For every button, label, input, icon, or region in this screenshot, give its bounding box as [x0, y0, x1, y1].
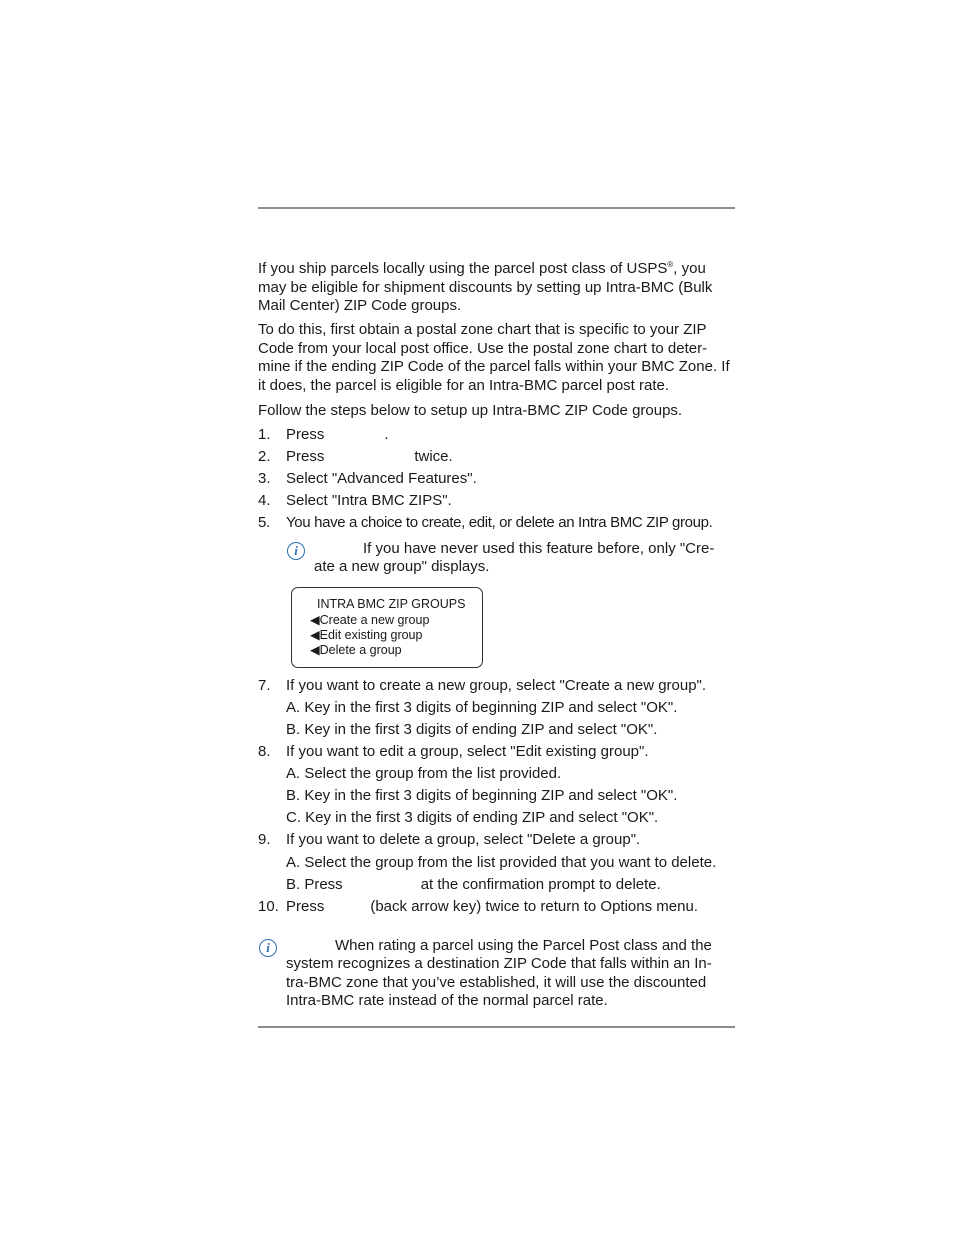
note-1-line-1: If you have never used this feature before, only "Cre-	[363, 540, 715, 557]
left-arrow-icon: ◀	[310, 628, 320, 642]
intro-paragraph-3: Follow the steps below to setup up Intra-BMC ZIP Code groups.	[258, 402, 683, 419]
lcd-option-create: ◀Create a new group	[310, 613, 430, 627]
step-7-sub-b: B. Key in the first 3 digits of ending ZIP and select "OK".	[286, 721, 658, 738]
step-7-sub-a: A. Key in the first 3 digits of beginning ZIP and select "OK".	[286, 699, 678, 716]
step-8-sub-b: B. Key in the first 3 digits of beginning ZIP and select "OK".	[286, 787, 678, 804]
intro-paragraph-1: If you ship parcels locally using the parcel post class of USPS®, you may be eligible for shipment discounts by setting up Intra-BMC (Bulk Mail Center) ZIP Code groups.	[258, 260, 713, 315]
step-8-sub-a: A. Select the group from the list provided.	[286, 765, 562, 782]
note-2-body: system recognizes a destination ZIP Code that falls within an In-tra-BMC zone that you’ve established, it will use the discounted Intra-BMC rate instead of the normal parcel rate.	[286, 955, 712, 1010]
info-icon: i	[259, 939, 277, 957]
lcd-option-delete: ◀Delete a group	[310, 643, 402, 657]
step-8-sub-c: C. Key in the first 3 digits of ending ZIP and select "OK".	[286, 809, 659, 826]
info-icon: i	[287, 542, 305, 560]
lcd-screen	[291, 587, 483, 668]
step-9-sub-a: A. Select the group from the list provided that you want to delete.	[286, 854, 717, 871]
intro-paragraph-2: To do this, first obtain a postal zone chart that is specific to your ZIP Code from your local post office. Use the postal zone chart to deter-mine if the ending ZIP Code of the parcel falls within your BMC Zone. If it does, the parcel is eligible for an Intra-BMC parcel post rate.	[258, 321, 730, 394]
left-arrow-icon: ◀	[310, 613, 320, 627]
lcd-title: INTRA BMC ZIP GROUPS	[317, 597, 466, 611]
bottom-rule	[258, 1026, 735, 1028]
lcd-option-edit: ◀Edit existing group	[310, 628, 423, 642]
note-1-line-2: ate a new group" displays.	[314, 558, 490, 575]
top-rule	[258, 207, 735, 209]
step-9-sub-b: B. Press at the confirmation prompt to delete.	[286, 876, 661, 893]
left-arrow-icon: ◀	[310, 643, 320, 657]
note-2-line-1: When rating a parcel using the Parcel Post class and the	[335, 937, 712, 954]
